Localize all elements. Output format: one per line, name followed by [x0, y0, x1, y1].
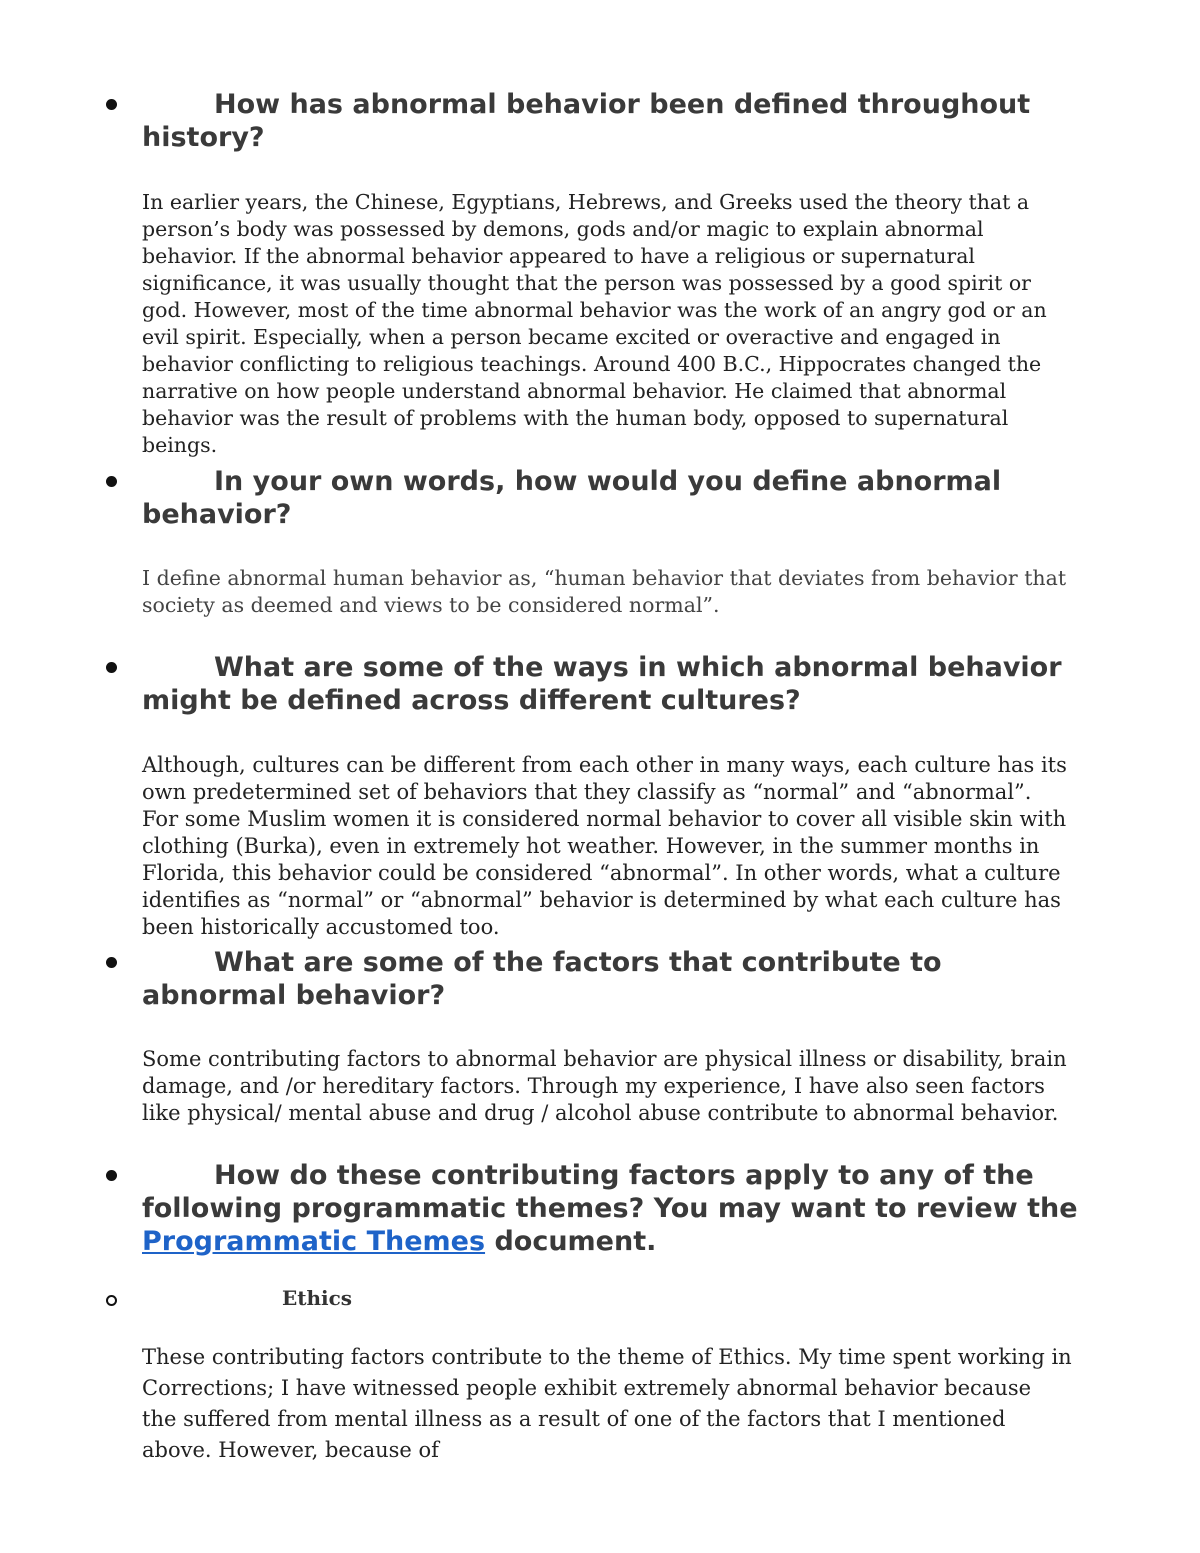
bullet-icon — [106, 476, 117, 487]
bullet-icon — [106, 662, 117, 673]
programmatic-themes-link[interactable]: Programmatic Themes — [142, 1226, 486, 1257]
question-3-heading: What are some of the ways in which abnormal behavior might be defined across different cultures? — [142, 652, 1062, 716]
bullet-icon — [106, 1170, 117, 1181]
answer-4-paragraph: Some contributing factors to abnormal behavior are physical illness or disability, brain damage, and /or hereditary factors. Through my experience, I have also seen factors like physical/ mental abuse and drug / alcohol abuse contribute to abnormal behavior. — [142, 1047, 1067, 1125]
answer-1-paragraph: In earlier years, the Chinese, Egyptians, Hebrews, and Greeks used the theory that a person’s body was possessed by demons, gods and/or magic to explain abnormal behavior. If the abnormal behavior appeared to have a religious or supernatural significance, it was usually thought that the person was possessed by a good spirit or god. However, most of the time abnormal behavior was the work of an angry god or an evil spirit. Especially, when a person became excited or overactive and engaged in behavior conflicting to religious teachings. Around 400 B.C., Hippocrates changed the narrative on how people understand abnormal behavior. He claimed that abnormal behavior was the result of problems with the human body, opposed to supernatural beings. — [142, 190, 1047, 457]
question-4-heading: What are some of the factors that contribute to abnormal behavior? — [142, 947, 942, 1011]
ethics-subheading: Ethics — [282, 1286, 353, 1310]
question-5-text-after: document. — [485, 1226, 657, 1257]
answer-3-paragraph: Although, cultures can be different from each other in many ways, each culture has its own predetermined set of behaviors that they classify as “normal” and “abnormal”. For some Muslim women it is considered normal behavior to cover all visible skin with clothing (Burka), even in extremely hot weather. However, in the summer months in Florida, this behavior could be considered “abnormal”. In other words, what a culture identifies as “normal” or “abnormal” behavior is determined by what each culture has been historically accustomed too. — [142, 753, 1067, 939]
answer-2-paragraph: I define abnormal human behavior as, “human behavior that deviates from behavior that society as deemed and views to be considered normal”. — [142, 566, 1067, 617]
sub-bullet-icon — [106, 1295, 117, 1306]
bullet-icon — [106, 99, 117, 110]
question-5-text-before: How do these contributing factors apply to any of the following programmatic themes? You may want to review the — [142, 1160, 1078, 1224]
ethics-paragraph: These contributing factors contribute to the theme of Ethics. My time spent working in Corrections; I have witnessed people exhibit extremely abnormal behavior because the suffered from mental illness as a result of one of the factors that I mentioned above. However, because of — [142, 1345, 1072, 1462]
question-2-heading: In your own words, how would you define abnormal behavior? — [142, 466, 1002, 530]
question-5-heading — [142, 1159, 1082, 1258]
question-1-heading: How has abnormal behavior been defined throughout history? — [142, 89, 1031, 153]
bullet-icon — [106, 957, 117, 968]
